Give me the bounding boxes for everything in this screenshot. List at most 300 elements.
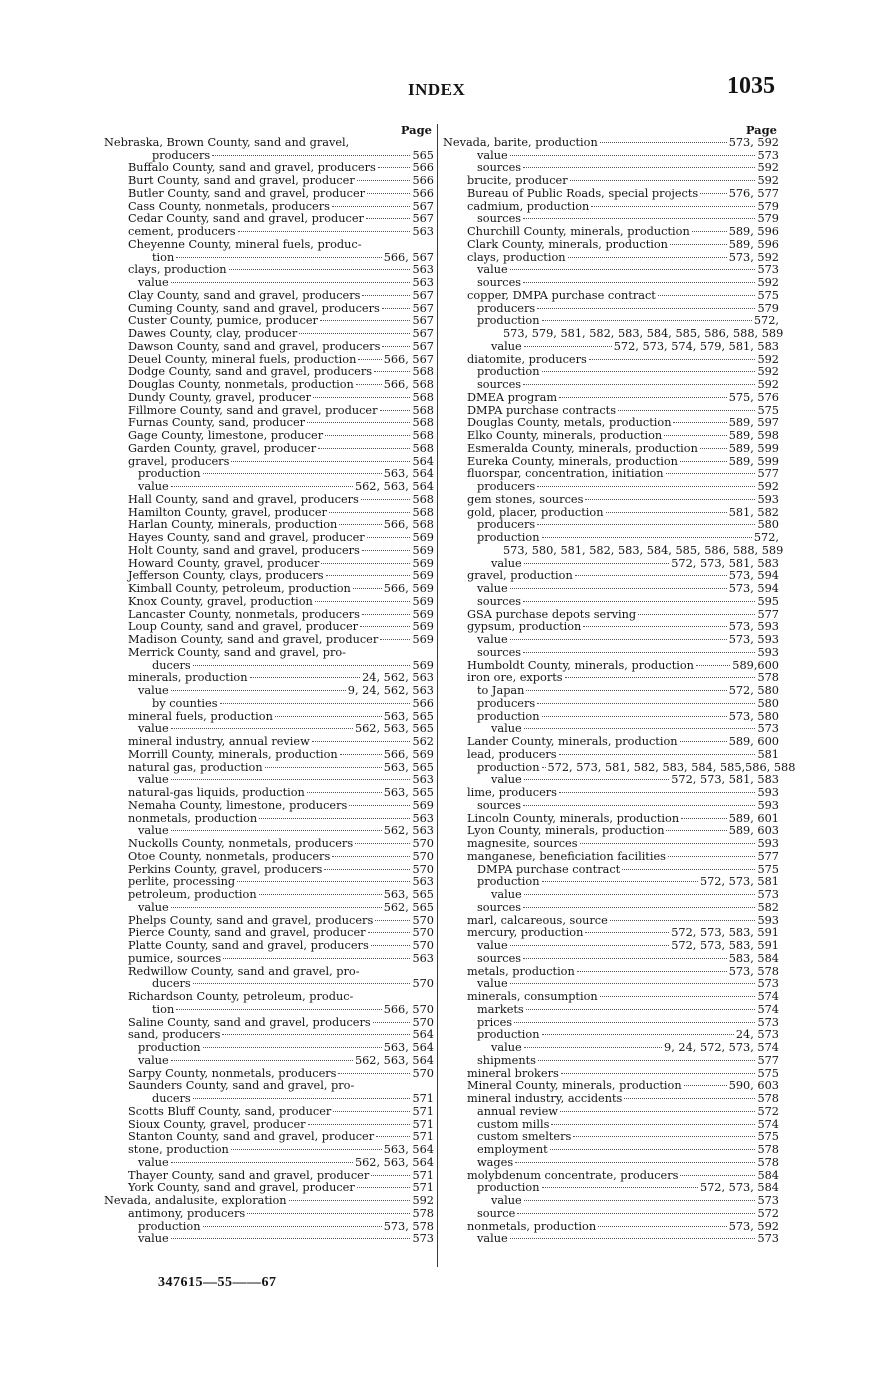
dot-leader: [315, 601, 411, 602]
index-entry: [104, 481, 434, 494]
dot-leader: [524, 1047, 662, 1048]
index-entry-term: producers: [477, 480, 536, 493]
index-entry-term: Dundy County, gravel, producer: [128, 390, 311, 404]
dot-leader: [339, 524, 381, 525]
index-entry: [443, 698, 779, 711]
index-entry-pages: 568: [412, 416, 434, 430]
dot-leader: [203, 1226, 382, 1227]
index-entry-term: value: [477, 977, 508, 991]
dot-leader: [542, 320, 752, 321]
dot-leader: [681, 818, 727, 819]
index-entry-pages: 573: [757, 888, 779, 901]
dot-leader: [340, 754, 382, 755]
index-entry-pages: 574: [757, 1117, 779, 1131]
dot-leader: [542, 767, 546, 768]
index-entry: [443, 1055, 779, 1068]
index-entry: [443, 239, 779, 252]
dot-leader: [680, 1175, 755, 1176]
index-entry-pages: 593: [757, 798, 779, 812]
index-entry-term: value: [138, 684, 169, 697]
dot-leader: [537, 486, 755, 487]
dot-leader: [524, 346, 612, 347]
dot-leader: [171, 282, 411, 283]
dot-leader: [700, 448, 727, 449]
index-entry-pages: 578: [757, 1092, 779, 1105]
index-entry: [443, 647, 779, 660]
page-header-title: INDEX: [408, 80, 466, 99]
index-entry: [104, 1042, 434, 1055]
index-entry-pages: 577: [757, 467, 779, 481]
index-entry-pages: 579: [757, 199, 779, 213]
index-entry: [104, 290, 434, 303]
index-entry-term: shipments: [477, 1053, 536, 1067]
index-entry-pages: 569: [412, 531, 434, 544]
index-entry: [443, 787, 779, 800]
index-entry-term: mineral industry, accidents: [467, 1092, 623, 1105]
dot-leader: [700, 193, 726, 194]
index-entry-term: value: [138, 773, 169, 787]
dot-leader: [176, 257, 381, 258]
index-entry: [104, 800, 434, 813]
index-entry-pages: 568: [412, 441, 434, 455]
print-code: 347615—55——67: [158, 1275, 277, 1290]
index-entry-pages: 575: [757, 1066, 779, 1080]
index-entry: [443, 1106, 779, 1119]
index-entry-pages: 592: [757, 378, 779, 391]
dot-leader: [231, 461, 410, 462]
dot-leader: [664, 435, 726, 436]
index-entry-pages: 589, 597: [728, 416, 779, 430]
index-entry: [104, 341, 434, 354]
dot-leader: [510, 155, 756, 156]
index-entry-pages: 570: [412, 1066, 434, 1080]
index-entry-pages: 566: [412, 161, 434, 175]
index-entry: [443, 1004, 779, 1017]
index-entry-pages: 570: [412, 913, 434, 927]
dot-leader: [289, 1200, 411, 1201]
dot-leader: [523, 384, 755, 385]
dot-leader: [523, 652, 755, 653]
index-entry: [443, 749, 779, 762]
index-entry-pages: 573, 594: [728, 582, 779, 595]
index-entry-term: Humboldt County, minerals, production: [467, 658, 694, 672]
dot-leader: [203, 473, 382, 474]
index-entry-pages: 566, 569: [383, 747, 434, 761]
dot-leader: [250, 677, 361, 678]
index-entry-term: Thayer County, sand and gravel, producer: [128, 1168, 370, 1182]
index-entry-pages: 592: [757, 174, 779, 187]
index-entry: [443, 583, 779, 596]
index-entry-pages: 568: [412, 492, 434, 506]
dot-leader: [308, 1124, 411, 1125]
index-entry: [104, 1055, 434, 1068]
index-entry-term: lime, producers: [467, 786, 557, 799]
index-entry-pages: 572, 573, 581: [699, 875, 779, 889]
dot-leader: [559, 754, 756, 755]
index-entry-term: Nevada, andalusite, exploration: [104, 1194, 287, 1207]
dot-leader: [680, 461, 727, 462]
dot-leader: [367, 193, 410, 194]
index-entry-pages: 575: [757, 403, 779, 417]
dot-leader: [361, 499, 411, 500]
index-entry-term: cement, producers: [128, 225, 236, 238]
dot-leader: [231, 1149, 382, 1150]
index-entry-term: minerals, consumption: [467, 990, 598, 1003]
index-entry-term: production: [477, 314, 540, 328]
index-entry-pages: 573, 592: [728, 1219, 779, 1233]
dot-leader: [542, 371, 756, 372]
index-entry-pages: 568: [412, 390, 434, 404]
index-entry-pages: 573: [757, 1232, 779, 1246]
index-entry-term: Dodge County, sand and gravel, producers: [128, 365, 373, 379]
dot-leader: [380, 410, 411, 411]
index-entry-term: Hall County, sand and gravel, producers: [128, 492, 359, 506]
index-entry: [104, 532, 434, 545]
index-entry: [443, 1157, 779, 1170]
index-entry: [104, 851, 434, 864]
index-entry-term: cadmium, production: [467, 199, 590, 213]
index-entry-term: value: [138, 824, 169, 838]
index-entry-term: clays, production: [467, 250, 566, 264]
index-entry-pages: 562, 563, 564: [354, 1155, 434, 1169]
index-entry-pages: 580: [757, 518, 779, 532]
dot-leader: [259, 818, 410, 819]
index-entry-pages: 566, 568: [383, 378, 434, 391]
index-entry: [104, 889, 434, 902]
index-entry-pages: 574: [757, 1002, 779, 1016]
dot-leader: [542, 1187, 698, 1188]
index-entry-pages: 562: [412, 735, 434, 748]
index-entry-term: sources: [477, 798, 522, 812]
dot-leader: [666, 473, 756, 474]
index-entry: [443, 940, 779, 953]
index-entry-term: production: [138, 1219, 201, 1233]
dot-leader: [622, 869, 755, 870]
index-entry-pages: 562, 563: [383, 824, 434, 838]
index-entry-pages: 563: [412, 276, 434, 289]
index-entry-term: production: [477, 1181, 540, 1195]
index-entry-term: York County, sand and gravel, producer: [128, 1181, 355, 1195]
dot-leader: [324, 869, 410, 870]
dot-leader: [618, 410, 755, 411]
dot-leader: [560, 1111, 756, 1112]
index-entry: [443, 137, 779, 150]
index-entry-term: production: [477, 531, 540, 544]
dot-leader: [357, 180, 411, 181]
dot-leader: [171, 486, 353, 487]
dot-leader: [371, 945, 411, 946]
index-entry-pages: 9, 24, 562, 563: [347, 684, 434, 697]
dot-leader: [577, 971, 727, 972]
index-entry-pages: 564: [412, 1028, 434, 1042]
dot-leader: [367, 537, 411, 538]
index-entry-pages: 563: [412, 773, 434, 787]
index-entry: [443, 953, 779, 966]
index-entry-pages: 567: [412, 199, 434, 213]
index-entry-term: sources: [477, 378, 522, 391]
index-entry: [443, 327, 784, 341]
index-entry-pages: 573: [757, 1015, 779, 1029]
dot-leader: [524, 894, 756, 895]
index-entry-pages: 571: [412, 1130, 434, 1144]
index-entry-pages: 589, 603: [728, 824, 779, 838]
index-entry: [443, 902, 779, 915]
index-entry-term: Madison County, sand and gravel, producer: [128, 633, 379, 646]
index-entry-pages: 572, 573, 583, 591: [671, 939, 779, 952]
index-entry-pages: 575: [757, 1130, 779, 1144]
index-entry-pages: 567: [412, 339, 434, 353]
index-entry-term: nonmetals, production: [467, 1219, 597, 1233]
index-entry-term: value: [138, 900, 169, 914]
index-entry-pages: 573, 580: [728, 709, 779, 723]
index-entry-term: Clay County, sand and gravel, producers: [128, 288, 361, 302]
index-entry-pages: 570: [412, 977, 434, 991]
dot-leader: [320, 320, 411, 321]
index-entry-term: minerals, production: [128, 671, 248, 685]
index-entry-pages: 571: [412, 1168, 434, 1182]
dot-leader: [692, 231, 727, 232]
index-entry-term: Cass County, nonmetals, producers: [128, 199, 330, 213]
index-entry: [443, 1093, 779, 1106]
index-entry-pages: 593: [757, 492, 779, 506]
index-entry-term: Furnas County, sand, producer: [128, 416, 306, 430]
index-entry-term: Gage County, limestone, producer: [128, 429, 324, 442]
index-entry-pages: 563: [412, 875, 434, 889]
index-entry-pages: 577: [757, 849, 779, 863]
index-entry-term: value: [477, 263, 508, 277]
index-entry: [104, 991, 434, 1004]
index-entry-pages: 562, 563, 565: [354, 722, 434, 736]
dot-leader: [526, 690, 726, 691]
index-entry: [104, 1195, 434, 1208]
index-entry-pages: 572, 573, 581, 582, 583, 584, 585,586, 588: [547, 760, 796, 774]
index-entry: [443, 226, 779, 239]
dot-leader: [580, 843, 756, 844]
dot-leader: [515, 1162, 755, 1163]
index-entry-pages: 566: [412, 174, 434, 187]
index-entry-term: mineral industry, annual review: [128, 735, 310, 748]
index-entry: [104, 494, 434, 507]
dot-leader: [299, 333, 410, 334]
index-entry-pages: 572: [757, 1206, 779, 1220]
dot-leader: [371, 1175, 410, 1176]
index-entry-term: Harlan County, minerals, production: [128, 518, 338, 532]
index-entry-pages: 566, 567: [383, 352, 434, 366]
index-entry-term: 573, 580, 581, 582, 583, 584, 585, 586, 588, 589: [503, 543, 784, 557]
index-entry-term: value: [491, 339, 522, 353]
dot-leader: [171, 690, 346, 691]
index-entry-pages: 572: [757, 1104, 779, 1118]
dot-leader: [265, 767, 382, 768]
index-entry: [104, 328, 434, 341]
index-entry-pages: 578: [412, 1206, 434, 1220]
index-entry-pages: 581, 582: [728, 505, 779, 519]
index-entry-term: gem stones, sources: [467, 492, 584, 506]
dot-leader: [559, 792, 755, 793]
index-entry-term: ducers: [152, 977, 191, 991]
index-entry-term: copper, DMPA purchase contract: [467, 288, 656, 302]
index-entry-pages: 569: [412, 633, 434, 646]
dot-leader: [366, 218, 411, 219]
index-entry-pages: 563, 565: [383, 709, 434, 723]
index-entry: [443, 634, 779, 647]
index-entry: [104, 188, 434, 201]
index-entry: [104, 1144, 434, 1157]
index-entry-term: producers: [477, 518, 536, 532]
index-entry-term: value: [477, 582, 508, 595]
index-entry-pages: 563: [412, 811, 434, 825]
index-entry-pages: 577: [757, 1053, 779, 1067]
index-entry-pages: 593: [757, 786, 779, 799]
index-entry: [443, 1195, 779, 1208]
index-entry-term: gold, placer, production: [467, 505, 604, 519]
dot-leader: [360, 626, 410, 627]
dot-leader: [171, 1238, 411, 1239]
index-entry-term: production: [477, 760, 540, 774]
dot-leader: [333, 1111, 410, 1112]
index-entry-term: iron ore, exports: [467, 671, 563, 685]
index-entry-term: production: [138, 467, 201, 481]
index-entry-pages: 573: [412, 1232, 434, 1246]
index-entry-term: value: [138, 1232, 169, 1246]
index-entry-pages: 563: [412, 263, 434, 277]
index-entry-pages: 578: [757, 1143, 779, 1156]
dot-leader: [247, 1213, 410, 1214]
index-entry-term: gravel, producers: [128, 454, 230, 468]
dot-leader: [237, 881, 410, 882]
index-entry: [104, 379, 434, 392]
dot-leader: [523, 907, 755, 908]
dot-leader: [523, 805, 755, 806]
index-entry-pages: 573, 594: [728, 569, 779, 583]
index-entry-pages: 569: [412, 543, 434, 557]
index-entry-term: Churchill County, minerals, production: [467, 225, 690, 238]
index-entry-term: Perkins County, gravel, producers: [128, 862, 323, 876]
index-entry-pages: 568: [412, 365, 434, 379]
page-column-label: Page: [745, 123, 777, 137]
index-entry-term: custom mills: [477, 1117, 550, 1131]
index-entry-pages: 573, 593: [728, 620, 779, 634]
index-entry-pages: 569: [412, 556, 434, 570]
index-entry: [443, 494, 779, 507]
index-entry-term: producers: [477, 696, 536, 710]
index-entry-term: sources: [477, 951, 522, 965]
dot-leader: [510, 1238, 756, 1239]
dot-leader: [378, 167, 411, 168]
dot-leader: [362, 550, 411, 551]
index-entry-term: annual review: [477, 1104, 558, 1118]
dot-leader: [171, 779, 411, 780]
dot-leader: [600, 142, 727, 143]
index-entry-pages: 593: [757, 837, 779, 850]
dot-leader: [193, 665, 411, 666]
index-entry: [443, 800, 779, 813]
index-entry-pages: 589, 599: [728, 454, 779, 468]
index-entry-term: molybdenum concentrate, producers: [467, 1168, 679, 1182]
index-entry-term: sources: [477, 645, 522, 659]
dot-leader: [223, 958, 410, 959]
dot-leader: [358, 359, 381, 360]
index-entry-term: Otoe County, nonmetals, producers: [128, 849, 331, 863]
index-entry-term: Phelps County, sand and gravel, producers: [128, 913, 374, 927]
index-entry-pages: 563, 564: [383, 467, 434, 481]
index-entry-term: sources: [477, 212, 522, 226]
dot-leader: [561, 1073, 756, 1074]
index-entry-term: markets: [477, 1002, 524, 1016]
index-entry-term: Custer County, pumice, producer: [128, 314, 318, 328]
index-entry-term: nonmetals, production: [128, 811, 258, 825]
dot-leader: [326, 575, 411, 576]
index-entry-term: Morrill County, minerals, production: [128, 747, 338, 761]
index-entry-term: mineral brokers: [467, 1066, 559, 1080]
index-entry-pages: 563, 565: [383, 786, 434, 799]
index-entry-pages: 582: [757, 900, 779, 914]
index-entry-pages: 562, 563, 564: [354, 480, 434, 493]
index-entry-pages: 589, 601: [728, 811, 779, 825]
index-entry: [443, 277, 779, 290]
index-entry-term: Stanton County, sand and gravel, producer: [128, 1130, 375, 1144]
index-entry-pages: 580: [757, 696, 779, 710]
index-entry-pages: 568: [412, 429, 434, 442]
dot-leader: [585, 932, 669, 933]
index-entry-term: Dawes County, clay, producer: [128, 327, 298, 340]
index-entry-pages: 576, 577: [728, 186, 779, 200]
index-entry-term: DMEA program: [467, 390, 558, 404]
index-entry: [104, 749, 434, 762]
index-entry-pages: 573, 578: [383, 1219, 434, 1233]
index-entry-pages: 573: [757, 722, 779, 736]
index-entry: [443, 596, 779, 609]
index-entry: [104, 392, 434, 405]
index-entry-pages: 592: [757, 480, 779, 493]
dot-leader: [524, 779, 670, 780]
index-entry-term: Scotts Bluff County, sand, producer: [128, 1104, 332, 1118]
index-entry-pages: 589, 600: [728, 735, 779, 748]
index-entry: [104, 902, 434, 915]
index-entry-term: Lyon County, minerals, production: [467, 824, 665, 838]
index-entry-pages: 9, 24, 572, 573, 574: [664, 1041, 779, 1054]
index-entry-term: mercury, production: [467, 926, 584, 940]
index-entry-pages: 571: [412, 1181, 434, 1195]
dot-leader: [171, 907, 382, 908]
index-entry-term: pumice, sources: [128, 951, 222, 965]
index-entry-term: magnesite, sources: [467, 837, 578, 850]
index-entry-term: value: [477, 148, 508, 162]
dot-leader: [624, 1098, 755, 1099]
index-entry-pages: 589, 599: [728, 441, 779, 455]
index-entry-pages: 566, 569: [383, 582, 434, 595]
index-entry-term: value: [477, 939, 508, 952]
index-entry-term: sources: [477, 276, 522, 289]
dot-leader: [537, 308, 755, 309]
index-entry-term: brucite, producer: [467, 174, 568, 187]
index-entry-pages: 575: [757, 288, 779, 302]
index-entry-pages: 563: [412, 951, 434, 965]
index-entry-term: Garden County, gravel, producer: [128, 441, 317, 455]
index-entry-pages: 572, 573, 584: [699, 1181, 779, 1195]
index-entry-term: Buffalo County, sand and gravel, producers: [128, 161, 376, 175]
index-entry: [443, 1233, 779, 1246]
index-entry-term: producers: [477, 301, 536, 315]
index-entry-term: Deuel County, mineral fuels, production: [128, 352, 357, 366]
index-entry-pages: 574: [757, 990, 779, 1003]
dot-leader: [259, 894, 382, 895]
index-entry-term: Nebraska, Brown County, sand and gravel,: [104, 135, 350, 149]
dot-leader: [171, 1060, 353, 1061]
index-entry-pages: 571: [412, 1092, 434, 1105]
index-entry-term: Saunders County, sand and gravel, pro-: [128, 1079, 355, 1093]
index-entry: [443, 889, 779, 902]
